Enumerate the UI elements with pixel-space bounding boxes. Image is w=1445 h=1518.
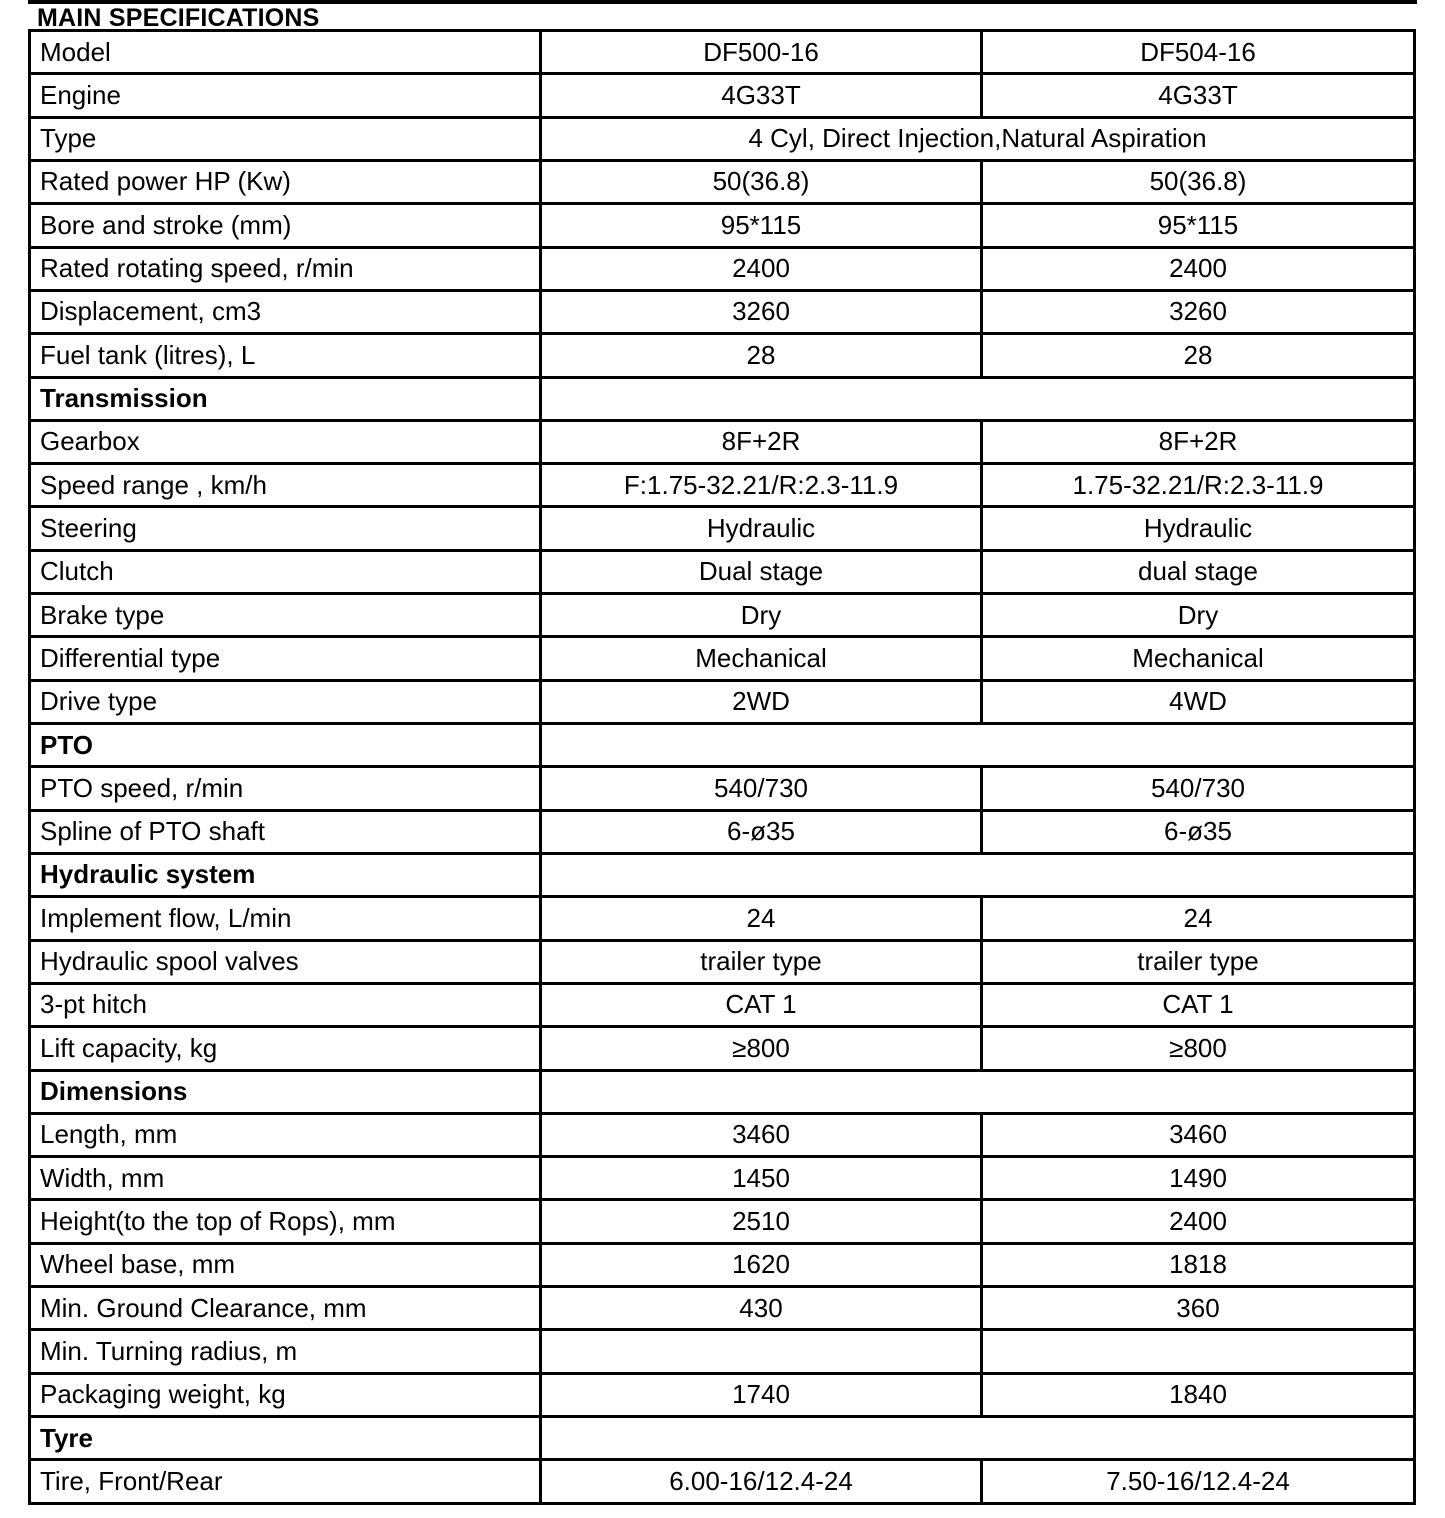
row-label: Width, mm [30,1157,541,1200]
spec-row [30,594,1415,637]
spec-row [30,31,1415,74]
row-label: Drive type [30,680,541,723]
value-col2: trailer type [982,940,1415,983]
value-col2: Mechanical [982,637,1415,680]
row-label: Lift capacity, kg [30,1027,541,1070]
spec-row [30,1373,1415,1416]
spec-row [30,1157,1415,1200]
section-spacer [541,1070,1415,1113]
row-label: Type [30,117,541,160]
section-label: Dimensions [30,1070,541,1113]
value-col1: 2510 [541,1200,982,1243]
row-label: Spline of PTO shaft [30,810,541,853]
value-col2: 1818 [982,1243,1415,1286]
value-col2: 360 [982,1287,1415,1330]
value-col1: 3460 [541,1113,982,1156]
value-col2: 8F+2R [982,420,1415,463]
row-label: Bore and stroke (mm) [30,204,541,247]
spec-row [30,1027,1415,1070]
value-col1: 50(36.8) [541,160,982,203]
value-col2: 4WD [982,680,1415,723]
value-col1: Hydraulic [541,507,982,550]
spec-row [30,1243,1415,1286]
value-col2: 7.50-16/12.4-24 [982,1460,1415,1504]
row-label: Clutch [30,550,541,593]
spec-row [30,464,1415,507]
row-label: Steering [30,507,541,550]
row-label: Hydraulic spool valves [30,940,541,983]
value-col1: Mechanical [541,637,982,680]
row-label: Min. Ground Clearance, mm [30,1287,541,1330]
merged-value: 4 Cyl, Direct Injection,Natural Aspiration [541,117,1415,160]
row-label: Implement flow, L/min [30,897,541,940]
value-col1: 2400 [541,247,982,290]
value-col2: 24 [982,897,1415,940]
value-col1 [541,1330,982,1373]
value-col2: ≥800 [982,1027,1415,1070]
value-col2: dual stage [982,550,1415,593]
spec-row [30,290,1415,333]
value-col1: 430 [541,1287,982,1330]
section-row [30,853,1415,896]
value-col1: 540/730 [541,767,982,810]
value-col2: DF504-16 [982,31,1415,74]
section-label: PTO [30,724,541,767]
value-col2: 50(36.8) [982,160,1415,203]
value-col1: 28 [541,334,982,377]
value-col1: 95*115 [541,204,982,247]
value-col1: 24 [541,897,982,940]
section-spacer [541,377,1415,420]
value-col1: 1450 [541,1157,982,1200]
spec-table-body [30,31,1415,1504]
section-label: Transmission [30,377,541,420]
spec-row [30,767,1415,810]
value-col2: Hydraulic [982,507,1415,550]
row-label: Height(to the top of Rops), mm [30,1200,541,1243]
spec-row [30,507,1415,550]
value-col1: CAT 1 [541,983,982,1026]
row-label: Tire, Front/Rear [30,1460,541,1504]
value-col2: 4G33T [982,74,1415,117]
value-col1: DF500-16 [541,31,982,74]
spec-row [30,637,1415,680]
row-label: Packaging weight, kg [30,1373,541,1416]
value-col1: trailer type [541,940,982,983]
value-col1: Dual stage [541,550,982,593]
value-col1: 3260 [541,290,982,333]
value-col2: 3460 [982,1113,1415,1156]
value-col2: 3260 [982,290,1415,333]
spec-row [30,1460,1415,1504]
spec-row [30,1113,1415,1156]
value-col1: F:1.75-32.21/R:2.3-11.9 [541,464,982,507]
row-label: Engine [30,74,541,117]
spec-row [30,550,1415,593]
spec-row [30,983,1415,1026]
spec-row [30,247,1415,290]
row-label: Differential type [30,637,541,680]
row-label: Wheel base, mm [30,1243,541,1286]
value-col2: 6-ø35 [982,810,1415,853]
row-label: Fuel tank (litres), L [30,334,541,377]
value-col2: 1.75-32.21/R:2.3-11.9 [982,464,1415,507]
value-col1: 6-ø35 [541,810,982,853]
spec-row [30,1200,1415,1243]
value-col2: 95*115 [982,204,1415,247]
row-label: Min. Turning radius, m [30,1330,541,1373]
row-label: Displacement, cm3 [30,290,541,333]
spec-table [28,29,1416,1505]
value-col2: 2400 [982,1200,1415,1243]
spec-row [30,420,1415,463]
page-title: MAIN SPECIFICATIONS [37,4,320,32]
spec-row [30,204,1415,247]
value-col1: 1740 [541,1373,982,1416]
row-label: PTO speed, r/min [30,767,541,810]
row-label: Length, mm [30,1113,541,1156]
value-col1: Dry [541,594,982,637]
row-label: Rated power HP (Kw) [30,160,541,203]
spec-row [30,1287,1415,1330]
section-spacer [541,1417,1415,1460]
spec-row [30,117,1415,160]
spec-row [30,940,1415,983]
value-col2: Dry [982,594,1415,637]
spec-row [30,810,1415,853]
section-row [30,377,1415,420]
value-col1: 1620 [541,1243,982,1286]
row-label: Speed range , km/h [30,464,541,507]
value-col1: 8F+2R [541,420,982,463]
row-label: Rated rotating speed, r/min [30,247,541,290]
spec-row [30,897,1415,940]
row-label: Brake type [30,594,541,637]
value-col2: CAT 1 [982,983,1415,1026]
spec-row [30,334,1415,377]
value-col1: ≥800 [541,1027,982,1070]
section-label: Tyre [30,1417,541,1460]
value-col1: 2WD [541,680,982,723]
spec-row [30,680,1415,723]
value-col2: 2400 [982,247,1415,290]
row-label: Model [30,31,541,74]
value-col2: 540/730 [982,767,1415,810]
value-col1: 4G33T [541,74,982,117]
spec-row [30,160,1415,203]
section-row [30,724,1415,767]
spec-row [30,74,1415,117]
value-col2: 1840 [982,1373,1415,1416]
spec-row [30,1330,1415,1373]
value-col2 [982,1330,1415,1373]
section-spacer [541,724,1415,767]
value-col1: 6.00-16/12.4-24 [541,1460,982,1504]
section-row [30,1070,1415,1113]
section-label: Hydraulic system [30,853,541,896]
value-col2: 28 [982,334,1415,377]
section-row [30,1417,1415,1460]
value-col2: 1490 [982,1157,1415,1200]
row-label: Gearbox [30,420,541,463]
section-spacer [541,853,1415,896]
row-label: 3-pt hitch [30,983,541,1026]
